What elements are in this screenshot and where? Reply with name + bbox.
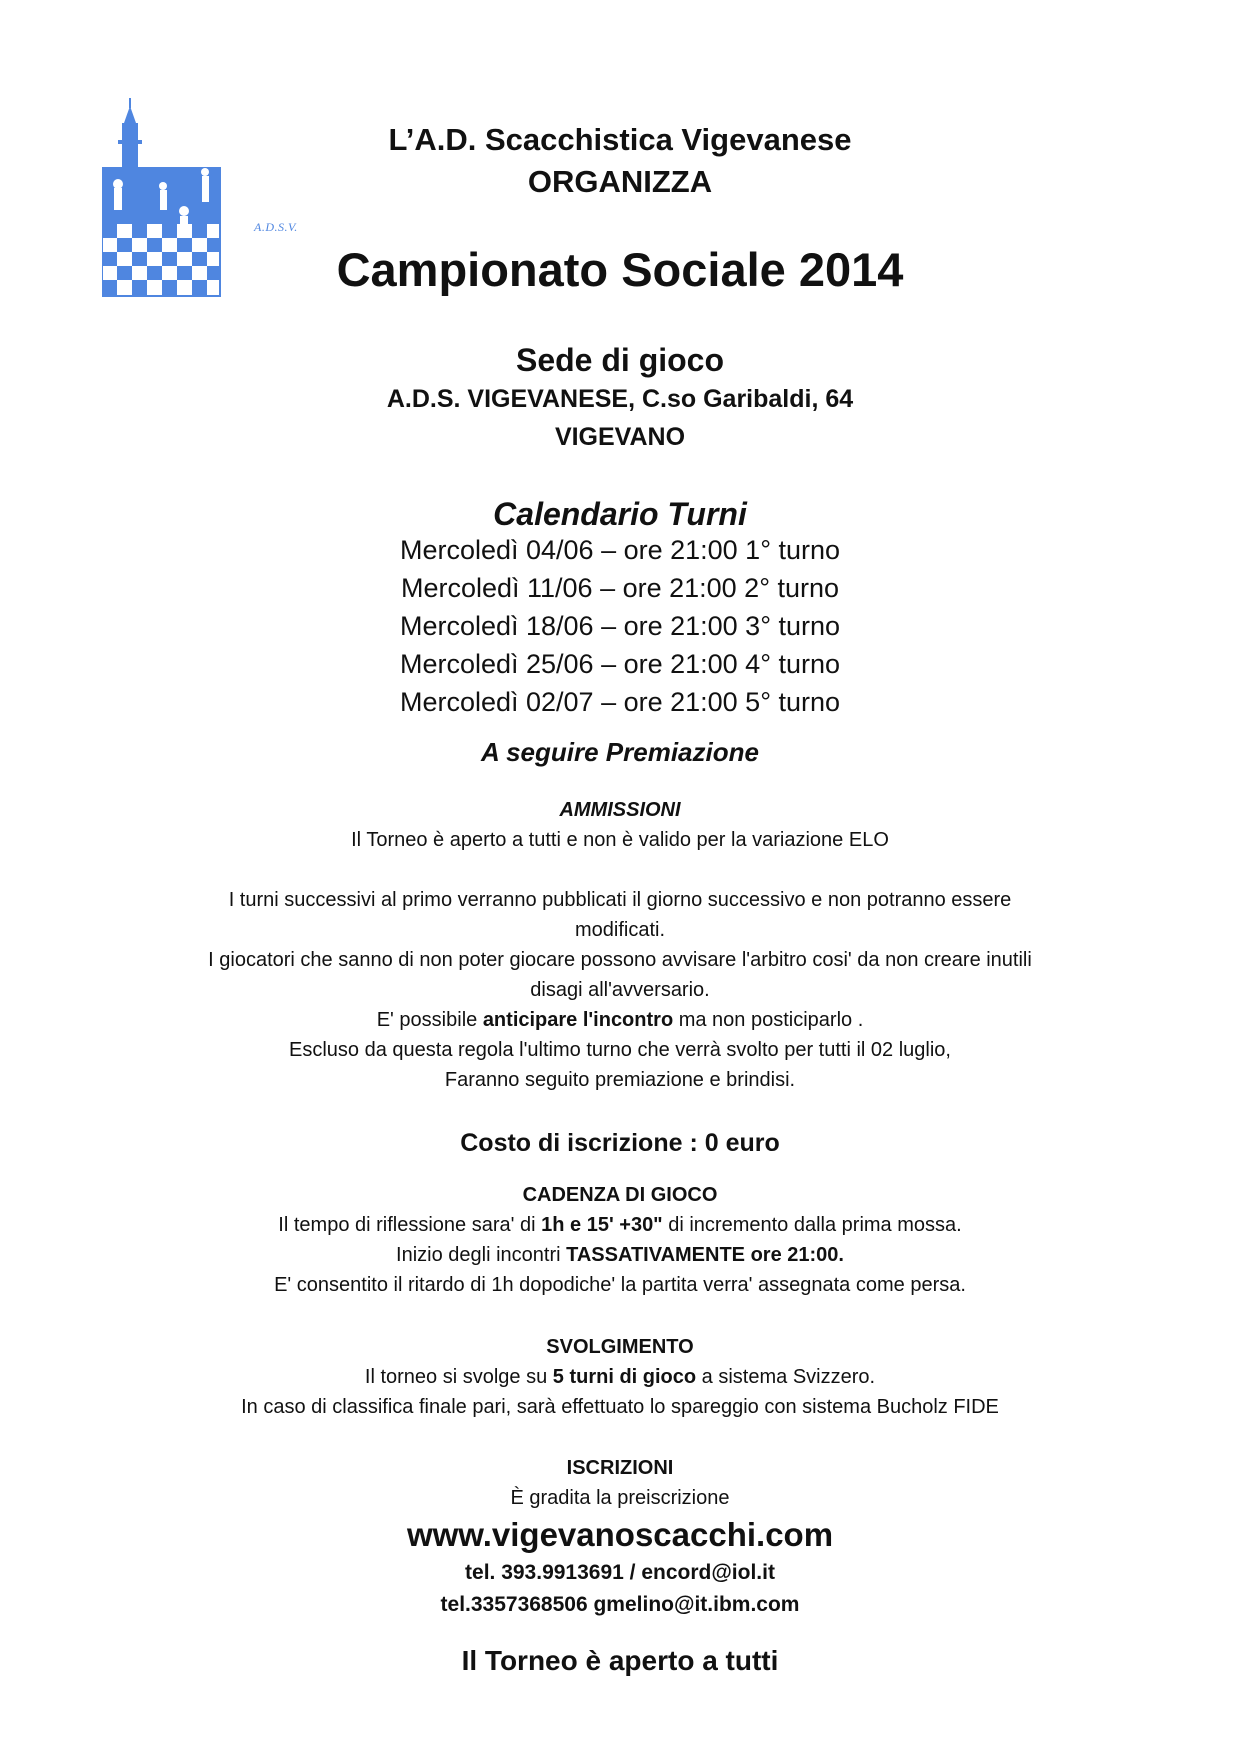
ammissioni-text: Il Torneo è aperto a tutti e non è valido per la variazione ELO bbox=[351, 829, 889, 851]
cadenza-text bbox=[0, 1210, 1240, 1240]
svolgimento-text bbox=[0, 1362, 1240, 1392]
svolgimento-text: In caso di classifica finale pari, sarà effettuato lo spareggio con sistema Bucholz FIDE bbox=[241, 1396, 999, 1418]
text-segment: ma non posticiparlo . bbox=[673, 1009, 864, 1031]
svolgimento-heading: SVOLGIMENTO bbox=[546, 1336, 694, 1358]
turno-item: Mercoledì 04/06 – ore 21:00 1° turno bbox=[399, 535, 841, 565]
bold-text: 5 turni di gioco bbox=[552, 1366, 697, 1388]
logo-text: A.D.S.V. bbox=[254, 220, 298, 234]
text-segment: E' possibile bbox=[376, 1009, 483, 1031]
ammissioni-text: Faranno seguito premiazione e brindisi. bbox=[444, 1069, 796, 1091]
premiazione-note: A seguire Premiazione bbox=[481, 737, 759, 767]
ammissioni-text bbox=[0, 1005, 1240, 1035]
contact-line: tel.3357368506 gmelino@it.ibm.com bbox=[440, 1593, 800, 1616]
text-segment: Il tempo di riflessione sara' di bbox=[278, 1214, 542, 1236]
organizza-label: ORGANIZZA bbox=[527, 164, 713, 199]
sede-heading: Sede di gioco bbox=[515, 342, 725, 378]
turno-item: Mercoledì 25/06 – ore 21:00 4° turno bbox=[399, 649, 841, 679]
bold-text: TASSATIVAMENTE ore 21:00. bbox=[566, 1244, 844, 1266]
contact-line: tel. 393.9913691 / encord@iol.it bbox=[465, 1561, 775, 1584]
turno-item: Mercoledì 02/07 – ore 21:00 5° turno bbox=[399, 687, 841, 717]
turno-item: Mercoledì 18/06 – ore 21:00 3° turno bbox=[399, 611, 841, 641]
costo-iscrizione: Costo di iscrizione : 0 euro bbox=[460, 1129, 780, 1157]
bold-text: anticipare l'incontro bbox=[482, 1009, 674, 1031]
text-segment: Inizio degli incontri bbox=[396, 1244, 567, 1266]
ammissioni-text: disagi all'avversario. bbox=[530, 979, 710, 1001]
ammissioni-text: Escluso da questa regola l'ultimo turno che verrà svolto per tutti il 02 luglio, bbox=[289, 1039, 951, 1061]
iscrizioni-heading: ISCRIZIONI bbox=[566, 1457, 674, 1479]
sede-address: A.D.S. VIGEVANESE, C.so Garibaldi, 64 bbox=[386, 385, 854, 413]
cadenza-heading: CADENZA DI GIOCO bbox=[522, 1184, 718, 1206]
sede-city: VIGEVANO bbox=[554, 423, 686, 451]
bold-text: 1h e 15' +30" bbox=[541, 1214, 663, 1236]
iscrizioni-text: È gradita la preiscrizione bbox=[510, 1487, 730, 1509]
website-link[interactable]: www.vigevanoscacchi.com bbox=[406, 1516, 834, 1553]
ammissioni-text: modificati. bbox=[574, 919, 666, 941]
ammissioni-text: I turni successivi al primo verranno pubblicati il giorno successivo e non potranno essere bbox=[228, 889, 1012, 911]
ammissioni-heading: AMMISSIONI bbox=[559, 799, 681, 821]
cadenza-text: E' consentito il ritardo di 1h dopodiche' la partita verra' assegnata come persa. bbox=[274, 1274, 966, 1296]
calendario-heading: Calendario Turni bbox=[493, 496, 747, 532]
text-segment: a sistema Svizzero. bbox=[696, 1366, 876, 1388]
closing-note: Il Torneo è aperto a tutti bbox=[461, 1645, 779, 1676]
turno-item: Mercoledì 11/06 – ore 21:00 2° turno bbox=[400, 573, 840, 603]
text-segment: di incremento dalla prima mossa. bbox=[662, 1214, 962, 1236]
organizer-name: L’A.D. Scacchistica Vigevanese bbox=[388, 122, 852, 157]
cadenza-text bbox=[0, 1240, 1240, 1270]
text-segment: Il torneo si svolge su bbox=[364, 1366, 553, 1388]
ammissioni-text: I giocatori che sanno di non poter giocare possono avvisare l'arbitro cosi' da non creare inutili bbox=[208, 949, 1032, 971]
page-title: Campionato Sociale 2014 bbox=[336, 243, 904, 296]
